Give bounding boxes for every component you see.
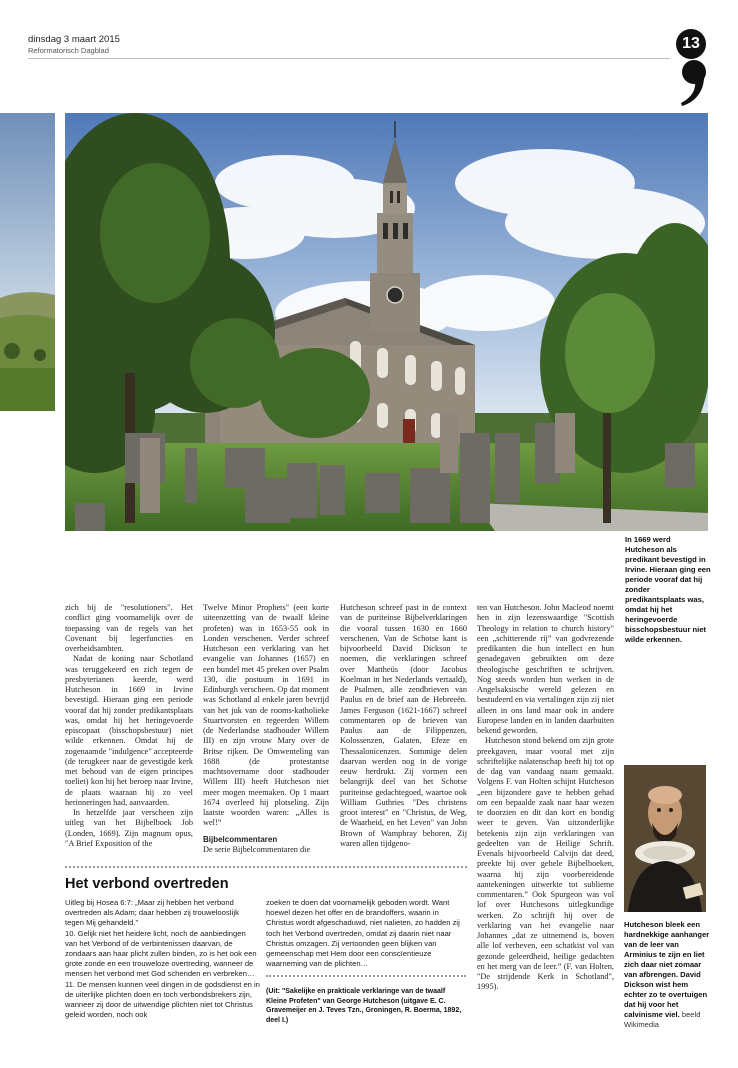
box-source: (Uit: "Sakelijke en prakticale verklaringe van de twaalf Kleine Profeten" van George Hutcheson (uitgave E. C. Gravemeijer en J. Teves Tzn., Groningen, R. Boerma, 1892, deel I.): [266, 988, 462, 1024]
portrait-caption-text: Hutcheson bleek een hardnekkige aanhanger van de leer van Arminius te zijn en liet zich daar niet zomaar van afbrengen. David Dickson wist hem echter zo te overtuigen dat hij voor het calvinisme viel.: [624, 920, 710, 1019]
header-rule: [28, 58, 670, 59]
source-divider: [266, 975, 466, 977]
portrait-caption: [624, 920, 712, 1030]
article-column-4: [477, 603, 614, 993]
box-divider: [65, 866, 467, 868]
newspaper-name: Reformatorisch Dagblad: [28, 46, 109, 55]
paragraph: zich bij de "resolutioners". Het conflict ging voornamelijk over de toepassing van de regels van het Covenant bij legerfuncties en overheidsambten.: [65, 603, 193, 653]
image-credit: beeld Wikimedia: [624, 1010, 701, 1029]
portrait-photo: [624, 765, 706, 912]
landscape-photo: [0, 113, 55, 411]
article-column-2: [203, 603, 329, 855]
comma-logo-icon: [678, 58, 708, 108]
issue-date: dinsdag 3 maart 2015: [28, 34, 120, 45]
paragraph: Hutcheson schreef past in de context van de puriteinse Bijbelverklaringen die vooral tussen 1630 en 1660 verschenen. Van de Schotse kant is bijvoorbeeld David Dickson te noemen, die verklaringen schreef over Mattheüs (door Jacobus Koelman in het Nederlands vertaald), de Psalmen, alle zendbrieven van Paulus en de brief aan de Hebreeën. James Ferguson (1621-1667) schreef commentaren op de brieven van Paulus aan de Filippenzen, Kolossenzen, Galaten, Efeze en Thessalonicenzen. Sommige delen daarvan werden nog in de vorige eeuw herdrukt. Zij vormen een belangrijk deel van het Schotse puriteinse gedachtegoed, waartoe ook William Guthries "Des christens groot interest" en "Christus, de Weg, de Waarheid, en het Leven" van John Brown of Wamphray behoren. Zij waren allen tijdgeno-: [340, 603, 467, 848]
box-title: Het verbond overtreden: [65, 876, 229, 892]
article-column-1: [65, 603, 193, 849]
page-number: 13: [676, 29, 706, 59]
box-paragraph: Uitleg bij Hosea 6:7: „Maar zij hebben het verbond overtreden als Adam; daar hebben zij trouweloosIijk tegen Mij gehandeld.”: [65, 898, 239, 928]
paragraph: Nadat de koning naar Schotland was teruggekeerd en zich tegen de presbyterianen keerde, werd Hutcheson in 1669 in Irvine bevestigd. Hieraan ging een periode vooraf dat hij zonder predikantsplaats was, omdat hij het heringevoerde episcopaat (bisschopsbestuur) niet wilde erkennen. Omdat hij de zogenaamde "indulgence" accepteerde (de terugkeer naar de gevestigde kerk met behoud van de eigen principes toeliet) kon hij het beroep naar Irvine, de plaats waaraan hij zo veel herinneringen had, aanvaarden.: [65, 654, 193, 807]
box-column-2: [266, 898, 466, 1025]
paragraph: Hutcheson stond bekend om zijn grote preekgaven, maar vooral met zijn schriftelijke nalatenschap heeft hij tot op de dag van vandaag naam gemaakt. Volgens F. van Holten schijnt Hutcheson „een bijzondere gave te hebben gehad om een bepaalde zaak naar haar wezen te doorzien en dit dan kort en bondig weer te geven. Van uitzonderlijke betekenis zijn zijn verklaringen van gedeelten van de Heilige Schrift. Evenals bijvoorbeeld Calvijn dat deed, preekte hij over gehele Bijbelboeken, waarna hij zijn voorbereidende aantekeningen uitwerkte tot sublieme commentaren.” Ook Spurgeon was vol lof over Hutchesons uitlegkundige werken. Zo schrijft hij over de verklaring van het evangelie naar Johannes „dat ze uitnemend is, boven alle lof verheven, een schatkist vol van gezonde geleerdheid, heilige gedachten en het merg van de leer.” (F. van Holten, "De strijdende Kerk in Schotland", 1995).: [477, 736, 614, 992]
photo-caption: In 1669 werd Hutcheson als predikant bevestigd in Irvine. Hieraan ging een periode vooraf dat hij zonder predikantsplaats was, omdat hij het heringevoerde bisschopsbestuur niet wilde erkennen.: [625, 535, 711, 644]
box-paragraph: 11. De mensen kunnen veel dingen in de godsdienst en in de uiterlijke plichten doen en toch verbondsbrekers zijn, wanneer zij door de uitwendige plichten niet tot Christus geleid worden, noch ook: [65, 979, 260, 1020]
article-column-3: [340, 603, 467, 849]
box-column-1: [65, 898, 260, 1020]
paragraph: In hetzelfde jaar verscheen zijn uitleg van het Bijbelboek Job (Londen, 1669). Zijn magnum opus, "A Brief Exposition of the: [65, 808, 193, 848]
paragraph: De serie Bijbelcommentaren die: [203, 844, 311, 854]
subheading: Bijbelcommentaren: [203, 834, 278, 844]
paragraph: ten van Hutcheson. John Macleod noemt hen in zijn lezenswaardige "Scottish Theology in relation to church history" een „schitterende rij” van godvrezende predikanten die hun intellect en hun genadegaven gebruikten om deze theologische geschriften te schrijven. Nog steeds worden hun werken in de Angelsaksische wereld gelezen en bestudeerd en via vertalingen zijn zij niet alleen in ons land maar ook in andere Europese landen en in landen daarbuiten bekend geworden.: [477, 603, 614, 735]
box-paragraph: zoeken te doen dat voornamelijk geboden wordt. Want hoewel dezen het offer en de brandoffers, waarin in Christus wordt afgeschaduwd, niet nalieten, zo hadden zij toch het Verbond overtreden, omdat zij daarin niet naar Christus omzagen. Zij vertoonden geen blijken van gemeenschap met Hem door een conscïentieuze waarneming van de plichten…: [266, 898, 460, 969]
box-paragraph: 10. Gelijk niet het heidere licht, noch de aanbiedingen van het Verbond of de verbintenissen daarvan, de zondaars aan haar plicht zullen binden, zo is het ook een grote zonde en een trouweloze overtreding, wanneer de mensen het verbond met God schenden en verbreken…: [65, 928, 257, 979]
paragraph: Twelve Minor Prophets" (een korte uiteenzetting van de twaalf kleine profeten) was in 1653-55 ook in Londen verschenen. Verder schreef Hutcheson een verklaring van het evangelie van Johannes (1657) en een bundel met 45 preken over Psalm 130, die postuum in 1691 in Edinburgh verscheen. Op dat moment was Schotland al enkele jaren bevrijd van het juk van de rooms-katholieke Stuartvorsten en regeerden Willem (de Nederlandse stadhouder Willem III) en zijn vrouw Mary over de Britse rijken. De Omwenteling van 1688 (de protestantse machtsovername door stadhouder Willem III) heeft Hutcheson niet meer mogen meemaken. Op 1 maart 1674 overleed hij plotseling. Zijn laatste woorden waren: „Alles is wel!”: [203, 603, 329, 828]
church-photo: [65, 113, 708, 531]
